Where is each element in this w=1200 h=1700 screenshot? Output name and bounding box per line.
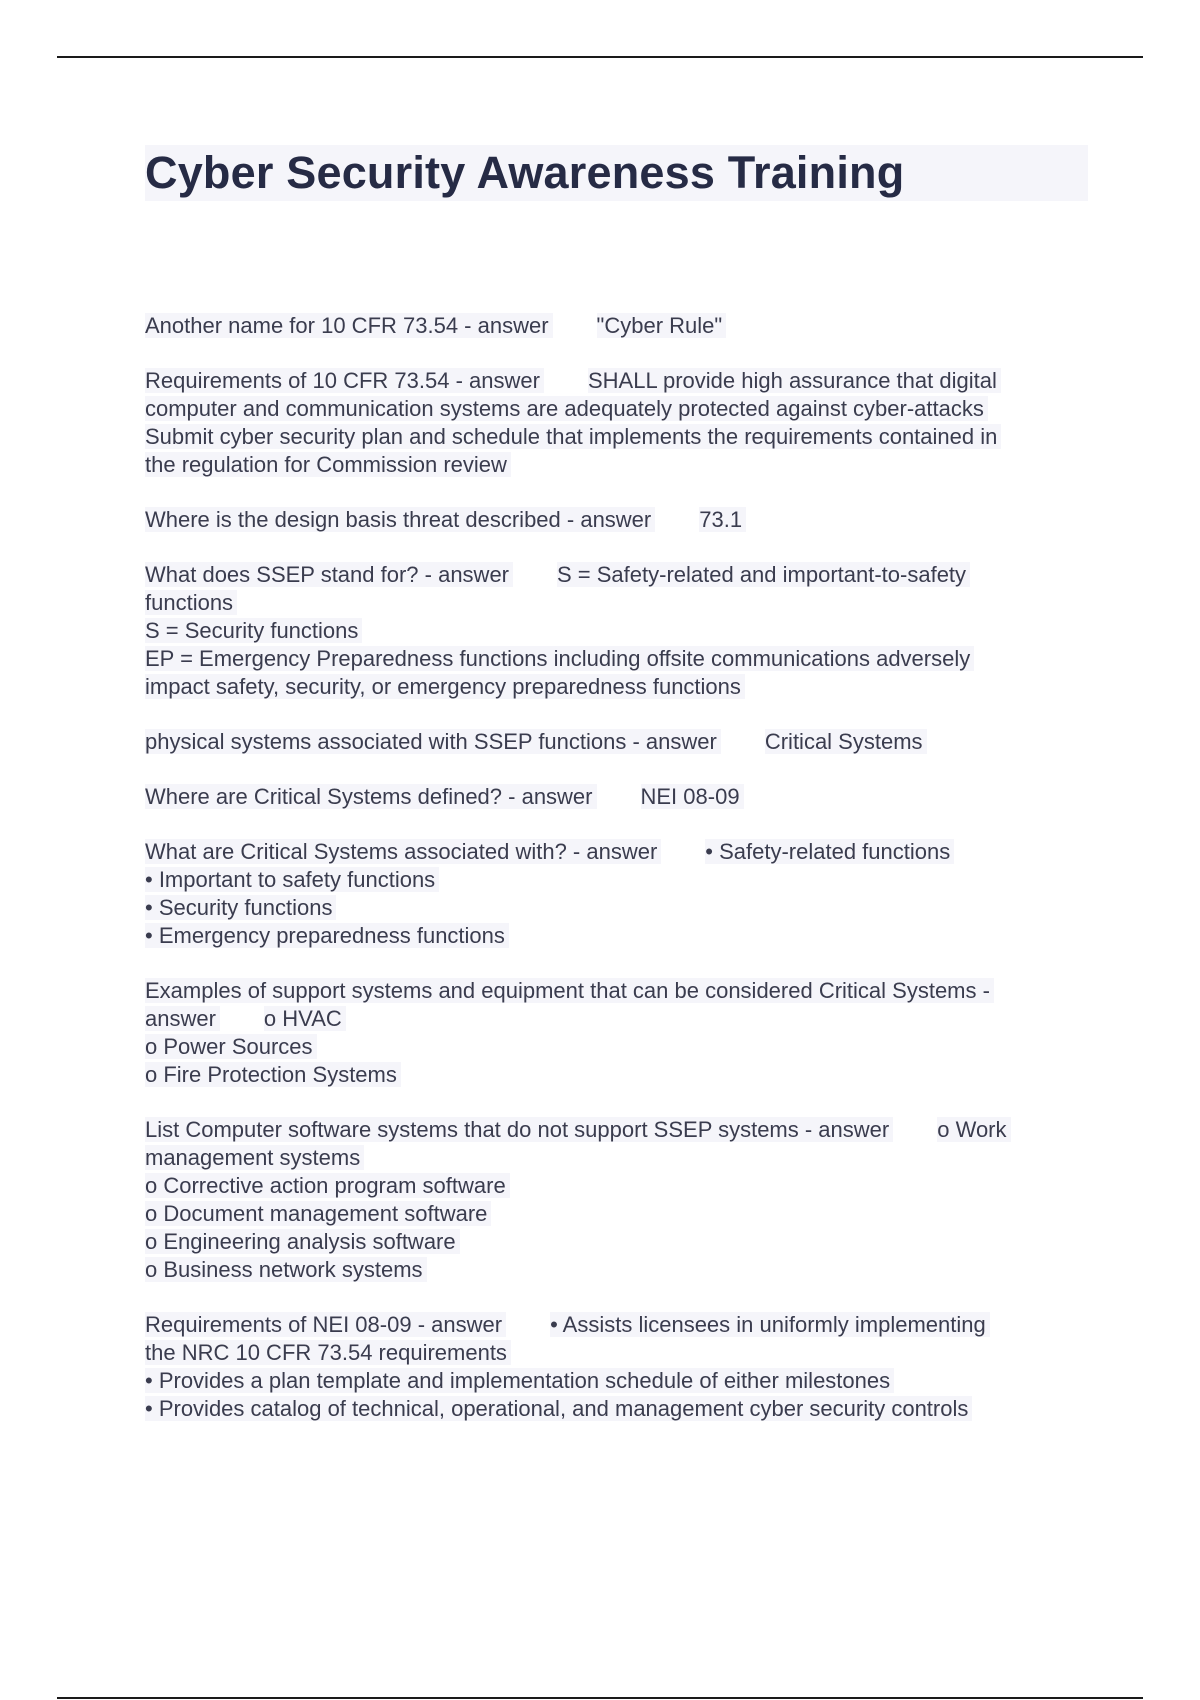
page-title: Cyber Security Awareness Training — [145, 147, 905, 198]
answer-continuation-text: management systems — [145, 1145, 364, 1170]
qa-line — [145, 1367, 1095, 1395]
question-text: List Computer software systems that do not support SSEP systems - answer — [145, 1117, 893, 1142]
qa-line — [145, 1311, 1095, 1339]
qa-entry — [145, 506, 1095, 534]
answer-continuation-text: • Provides catalog of technical, operational, and management cyber security controls — [145, 1396, 972, 1421]
answer-text: Critical Systems — [765, 729, 927, 754]
qa-line — [145, 673, 1095, 701]
qa-line — [145, 395, 1095, 423]
qa-line — [145, 1172, 1095, 1200]
qa-line — [145, 1061, 1095, 1089]
qa-line — [145, 561, 1095, 589]
qa-entry — [145, 783, 1095, 811]
qa-line — [145, 922, 1095, 950]
answer-text: • Safety-related functions — [705, 839, 954, 864]
answer-continuation-text: the NRC 10 CFR 73.54 requirements — [145, 1340, 511, 1365]
qa-list — [145, 312, 1095, 1450]
qa-entry — [145, 1311, 1095, 1423]
qa-line — [145, 589, 1095, 617]
question-text: What does SSEP stand for? - answer — [145, 562, 513, 587]
qa-line — [145, 1339, 1095, 1367]
qa-line — [145, 977, 1095, 1005]
qa-line — [145, 1005, 1095, 1033]
qa-line — [145, 367, 1095, 395]
question-text: Requirements of 10 CFR 73.54 - answer — [145, 368, 544, 393]
qa-line — [145, 506, 1095, 534]
answer-continuation-text: Examples of support systems and equipment that can be considered Critical Systems - — [145, 978, 994, 1003]
footer-rule — [57, 1697, 1143, 1699]
answer-continuation-text: • Emergency preparedness functions — [145, 923, 509, 948]
qa-entry — [145, 561, 1095, 701]
answer-continuation-text: o Business network systems — [145, 1257, 427, 1282]
answer-continuation-text: • Provides a plan template and implementation schedule of either milestones — [145, 1368, 894, 1393]
question-text: Another name for 10 CFR 73.54 - answer — [145, 313, 553, 338]
qa-line — [145, 838, 1095, 866]
answer-continuation-text: functions — [145, 590, 237, 615]
answer-text: • Assists licensees in uniformly implementing — [550, 1312, 990, 1337]
answer-continuation-text: o Document management software — [145, 1201, 491, 1226]
answer-continuation-text: o Fire Protection Systems — [145, 1062, 401, 1087]
answer-text: o Work — [937, 1117, 1010, 1142]
answer-text: "Cyber Rule" — [597, 313, 727, 338]
qa-entry — [145, 312, 1095, 340]
question-text: physical systems associated with SSEP functions - answer — [145, 729, 721, 754]
question-text: Where are Critical Systems defined? - answer — [145, 784, 597, 809]
answer-continuation-text: the regulation for Commission review — [145, 452, 511, 477]
qa-line — [145, 866, 1095, 894]
answer-continuation-text: S = Security functions — [145, 618, 362, 643]
answer-text: 73.1 — [699, 507, 746, 532]
qa-line — [145, 1256, 1095, 1284]
qa-line — [145, 1116, 1095, 1144]
qa-line — [145, 728, 1095, 756]
answer-continuation-text: computer and communication systems are adequately protected against cyber-attacks — [145, 396, 988, 421]
qa-entry — [145, 838, 1095, 950]
answer-text: o HVAC — [264, 1006, 346, 1031]
answer-continuation-text: o Corrective action program software — [145, 1173, 510, 1198]
qa-entry — [145, 728, 1095, 756]
qa-line — [145, 1395, 1095, 1423]
answer-text: NEI 08-09 — [641, 784, 744, 809]
qa-entry — [145, 977, 1095, 1089]
question-text: Where is the design basis threat described - answer — [145, 507, 655, 532]
answer-text: S = Safety-related and important-to-safety — [557, 562, 970, 587]
qa-line — [145, 1144, 1095, 1172]
qa-entry — [145, 1116, 1095, 1284]
qa-line — [145, 423, 1095, 451]
qa-line — [145, 894, 1095, 922]
answer-continuation-text: • Security functions — [145, 895, 336, 920]
header-rule — [57, 56, 1143, 58]
answer-continuation-text: EP = Emergency Preparedness functions including offsite communications adversely — [145, 646, 974, 671]
question-text: Requirements of NEI 08-09 - answer — [145, 1312, 506, 1337]
answer-continuation-text: • Important to safety functions — [145, 867, 439, 892]
answer-text: SHALL provide high assurance that digital — [588, 368, 1001, 393]
qa-line — [145, 645, 1095, 673]
qa-line — [145, 1228, 1095, 1256]
answer-continuation-text: Submit cyber security plan and schedule that implements the requirements contained in — [145, 424, 1001, 449]
qa-line — [145, 617, 1095, 645]
qa-line — [145, 1200, 1095, 1228]
question-text: What are Critical Systems associated with? - answer — [145, 839, 661, 864]
qa-line — [145, 783, 1095, 811]
answer-continuation-text: o Engineering analysis software — [145, 1229, 460, 1254]
qa-line — [145, 312, 1095, 340]
qa-entry — [145, 367, 1095, 479]
answer-continuation-text: o Power Sources — [145, 1034, 317, 1059]
qa-line — [145, 1033, 1095, 1061]
answer-continuation-text: impact safety, security, or emergency preparedness functions — [145, 674, 745, 699]
question-text: answer — [145, 1006, 220, 1031]
qa-line — [145, 451, 1095, 479]
